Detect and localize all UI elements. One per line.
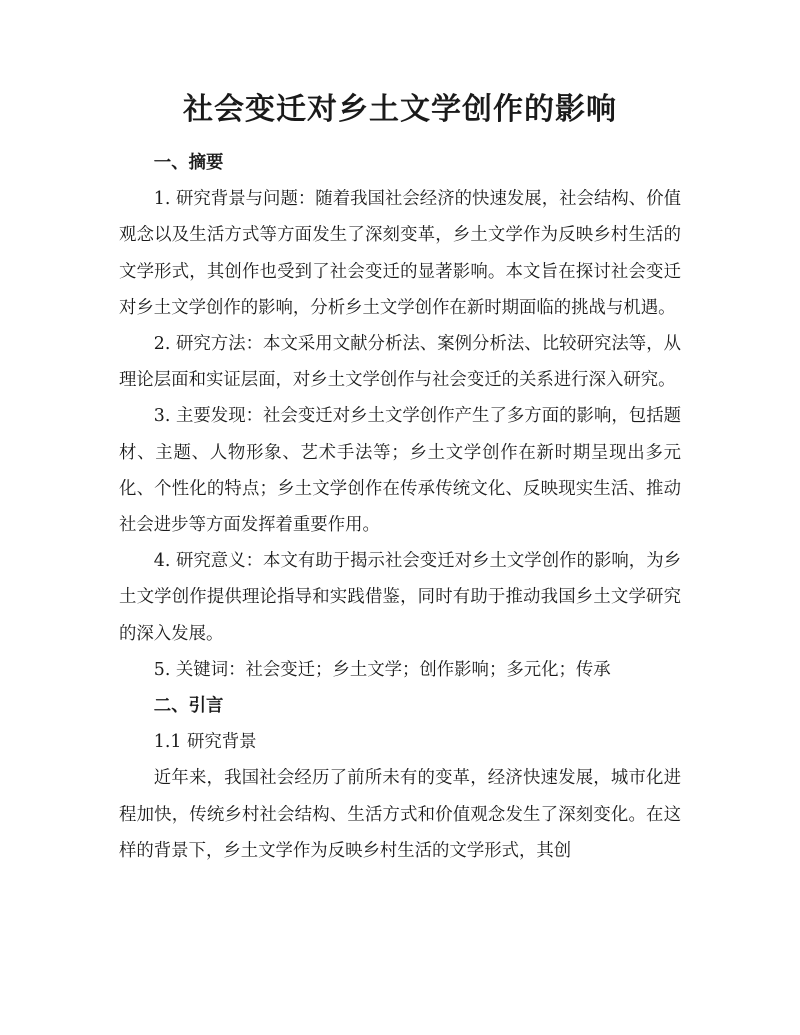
abstract-paragraph-methods: 2. 研究方法：本文采用文献分析法、案例分析法、比较研究法等，从理论层面和实证层面，对乡土文学创作与社会变迁的关系进行深入研究。 xyxy=(119,334,681,391)
document-title: 社会变迁对乡土文学创作的影响 xyxy=(183,92,617,127)
abstract-paragraph-findings: 3. 主要发现：社会变迁对乡土文学创作产生了多方面的影响，包括题材、主题、人物形象、艺术手法等；乡土文学创作在新时期呈现出多元化、个性化的特点；乡土文学创作在传承传统文化、反映现实生活、推动社会进步等方面发挥着重要作用。 xyxy=(119,406,681,536)
document-body xyxy=(119,145,681,869)
abstract-paragraph-significance: 4. 研究意义：本文有助于揭示社会变迁对乡土文学创作的影响，为乡土文学创作提供理论指导和实践借鉴，同时有助于推动我国乡土文学研究的深入发展。 xyxy=(119,551,681,644)
subsection-heading-background: 1.1 研究背景 xyxy=(153,732,257,753)
introduction-paragraph: 近年来，我国社会经历了前所未有的变革，经济快速发展，城市化进程加快，传统乡村社会结构、生活方式和价值观念发生了深刻变化。在这样的背景下，乡土文学作为反映乡村生活的文学形式，其创 xyxy=(119,768,681,861)
section-heading-abstract: 一、摘要 xyxy=(153,153,224,173)
abstract-keywords: 5. 关键词：社会变迁；乡土文学；创作影响；多元化；传承 xyxy=(153,659,611,680)
section-heading-introduction: 二、引言 xyxy=(153,696,224,717)
abstract-paragraph-background: 1. 研究背景与问题：随着我国社会经济的快速发展，社会结构、价值观念以及生活方式等方面发生了深刻变革，乡土文学作为反映乡村生活的文学形式，其创作也受到了社会变迁的显著影响。本文旨在探讨社会变迁对乡土文学创作的影响，分析乡土文学创作在新时期面临的挑战与机遇。 xyxy=(119,189,681,318)
